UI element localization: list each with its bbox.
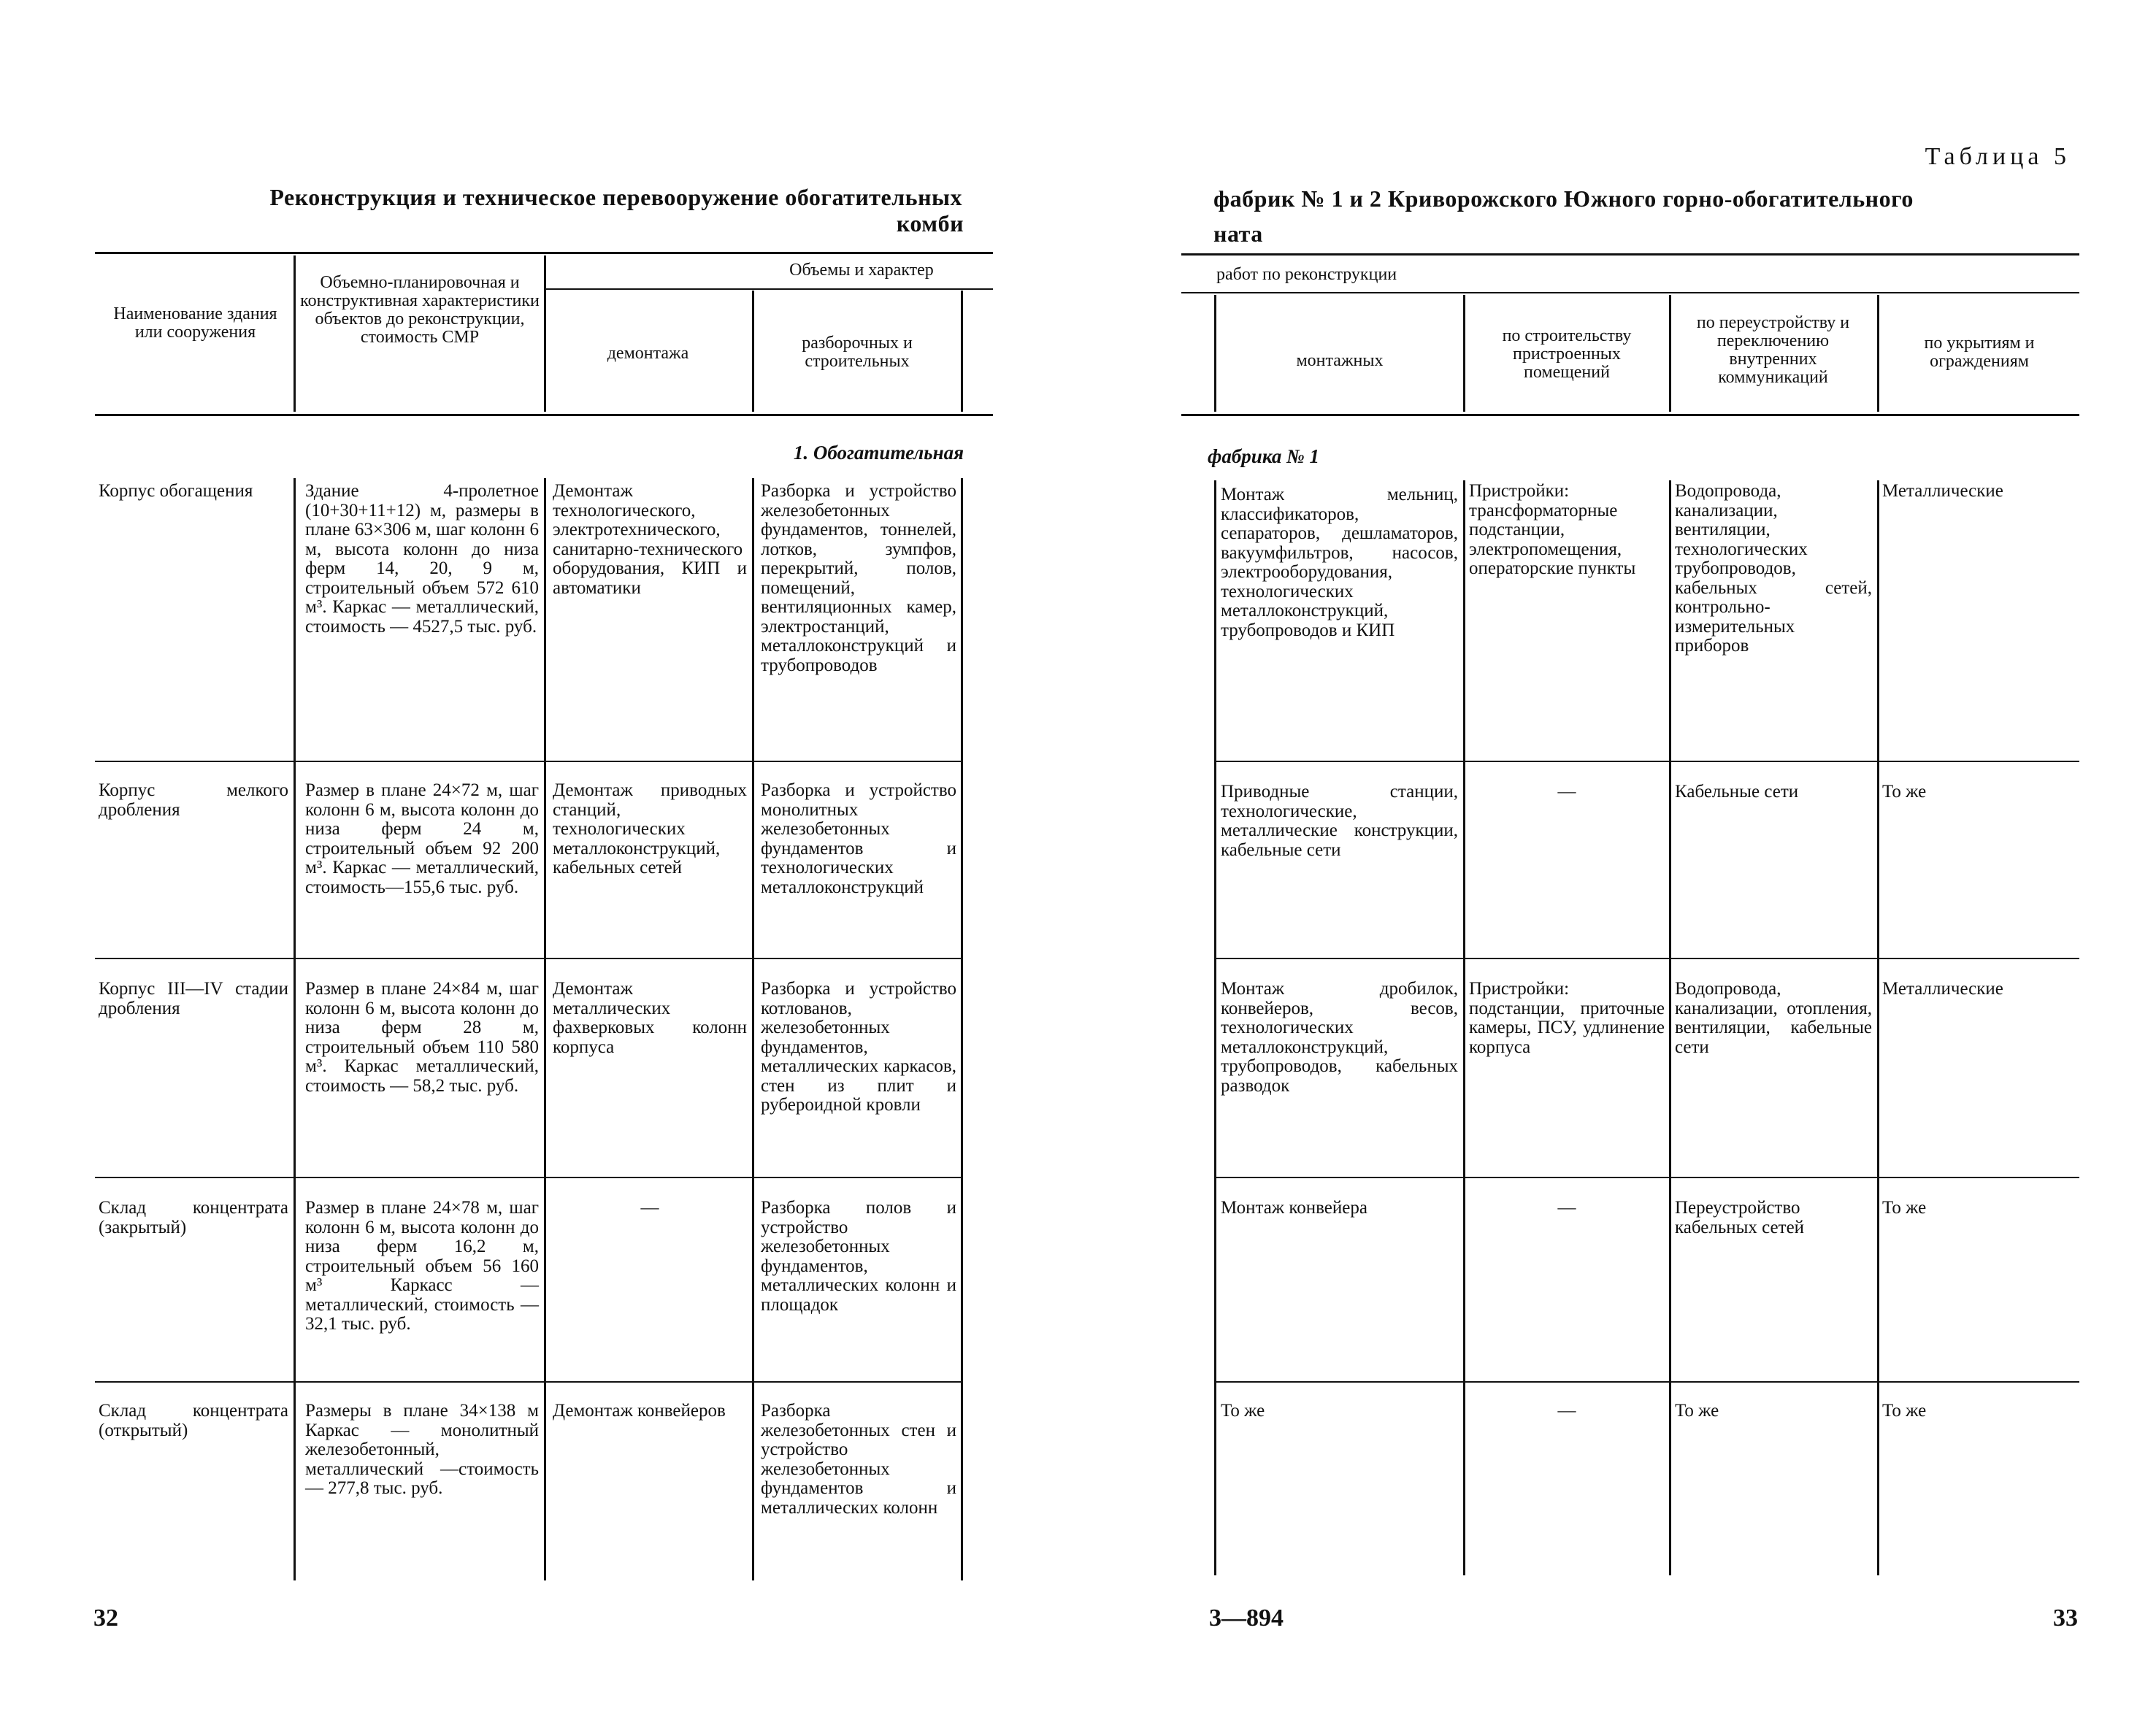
header-construction: по строительству пристроенных помещений xyxy=(1502,326,1632,382)
table-cell: Здание 4-пролетное (10+30+11+12) м, размеры в плане 63×306 м, шаг колонн 6 м, высота колонн до низа ферм 14, 20, 9 м, строительный объем 572 610 м³. Каркас — металлический, стоимость — 4527,5 тыс. руб. xyxy=(305,481,539,637)
table-cell: Разборка и устройство котлованов, железобетонных фундаментов, металлических каркасов, стен из плит и рубероидной кровли xyxy=(761,979,956,1115)
table-cell: Разборка железобетонных стен и устройство железобетонных фундаментов и металлических колонн xyxy=(761,1401,956,1518)
table-cell: Размеры в плане 34×138 м Каркас — монолитный железобетонный, металлический —стоимость — 277,8 тыс. руб. xyxy=(305,1401,539,1498)
column-divider xyxy=(1214,480,1216,1575)
table-cell: То же xyxy=(1675,1401,1719,1421)
header-name: Наименование здания или сооружения xyxy=(113,304,277,342)
header-bottom-rule xyxy=(1181,414,2079,416)
table-cell: Металлические xyxy=(1882,481,2003,501)
header-bottom-rule xyxy=(95,414,993,416)
table-cell: Демонтаж технологического, электротехнического, санитарно-технического оборудования, КИП и автоматики xyxy=(553,481,747,598)
header-dismantling: демонтажа xyxy=(607,344,689,363)
table-cell: Разборка полов и устройство железобетонных фундаментов, металлических колонн и площадок xyxy=(761,1198,956,1315)
table-cell: Приводные станции, технологические, металлические конструкции, кабельные сети xyxy=(1221,782,1458,860)
header-volumes-group: Объемы и характер xyxy=(789,261,934,280)
table-cell: То же xyxy=(1221,1401,1265,1421)
header-divider xyxy=(752,291,754,412)
table-top-rule xyxy=(95,252,993,254)
table-top-rule xyxy=(1181,253,2079,256)
page-number: 32 xyxy=(93,1605,118,1632)
table-cell: Размер в плане 24×78 м, шаг колонн 6 м, высота колонн до низа ферм 16,2 м, строительный объем 56 160 м³ Каркасс — металлический, стоимость — 32,1 тыс. руб. xyxy=(305,1198,539,1334)
column-divider xyxy=(961,478,963,1580)
column-divider xyxy=(1669,480,1671,1575)
table-cell: Водопровода, канализации, отопления, вентиляции, кабельные сети xyxy=(1675,979,1872,1057)
right-title-line2: ната xyxy=(1213,220,1263,247)
header-divider xyxy=(1214,295,1216,412)
row-separator xyxy=(1214,958,2079,959)
header-divider xyxy=(294,256,296,412)
table-cell: Демонтаж приводных станций, технологических металлоконструкций, кабельных сетей xyxy=(553,780,747,877)
column-divider xyxy=(544,478,546,1580)
table-cell: Монтаж конвейера xyxy=(1221,1198,1367,1218)
column-divider xyxy=(294,478,296,1580)
table-cell: Пристройки: трансформаторные подстанции, электропомещения, операторские пункты xyxy=(1469,481,1636,578)
left-title-line1: Реконструкция и техническое перевооружение обогатительных xyxy=(269,184,962,210)
right-title-line1: фабрик № 1 и 2 Криворожского Южного горно-обогатительного xyxy=(1213,185,1914,212)
table-cell: Пристройки: подстанции, приточные камеры, ПСУ, удлинение корпуса xyxy=(1469,979,1665,1057)
table-cell: Разборка и устройство монолитных железобетонных фундаментов и технологических металлоконструкций xyxy=(761,780,956,897)
header-characteristics: Объемно-планировочная и конструктивная характеристики объектов до реконструкции, стоимость СМР xyxy=(300,273,540,347)
table-cell: Монтаж дробилок, конвейеров, весов, технологических металлоконструкций, трубопроводов, кабельных разводок xyxy=(1221,979,1458,1096)
table-cell: Корпус обогащения xyxy=(99,481,253,501)
table-cell: То же xyxy=(1882,1198,1927,1218)
column-divider xyxy=(1877,480,1879,1575)
header-enclosures: по укрытиям и ограждениям xyxy=(1924,334,2035,371)
table-cell: — xyxy=(640,1198,659,1218)
table-cell: Демонтаж металлических фахверковых колонн корпуса xyxy=(553,979,747,1057)
table-cell: — xyxy=(1557,1401,1576,1421)
table-cell: Кабельные сети xyxy=(1675,782,1799,802)
table-cell: Водопровода, канализации, вентиляции, технологических трубопроводов, кабельных сетей, контрольно-измерительных приборов xyxy=(1675,481,1872,656)
row-separator xyxy=(1214,761,2079,762)
header-installation: монтажных xyxy=(1296,351,1384,370)
table-cell: То же xyxy=(1882,782,1927,802)
header-divider xyxy=(961,291,963,412)
table-number: Таблица 5 xyxy=(1925,143,2071,170)
header-demolition: разборочных и строительных xyxy=(802,334,913,371)
page-number: 33 xyxy=(2053,1605,2078,1632)
header-communications: по переустройству и переключению внутренних коммуникаций xyxy=(1696,313,1850,387)
table-cell: То же xyxy=(1882,1401,1927,1421)
table-cell: Переустройство кабельных сетей xyxy=(1675,1198,1805,1237)
section-title: фабрика № 1 xyxy=(1208,445,1320,467)
table-cell: Разборка и устройство железобетонных фундаментов, тоннелей, лотков, зумпфов, перекрытий, полов, помещений, вентиляционных камер, электростанций, металлоконструкций и трубопроводов xyxy=(761,481,956,675)
header-divider xyxy=(544,256,546,412)
table-cell: Демонтаж конвейеров xyxy=(553,1401,726,1421)
header-divider xyxy=(1669,295,1671,412)
column-divider xyxy=(752,478,754,1580)
table-cell: Металлические xyxy=(1882,979,2003,999)
table-cell: Монтаж мельниц, классификаторов, сепараторов, дешламаторов, вакуумфильтров, насосов, электрооборудования, технологических металлоконструкций, трубопроводов и КИП xyxy=(1221,485,1458,640)
row-separator xyxy=(95,1177,961,1178)
row-separator xyxy=(1214,1177,2079,1178)
table-cell: — xyxy=(1557,782,1576,802)
right-page xyxy=(1078,0,2156,1725)
table-cell: — xyxy=(1557,1198,1576,1218)
row-separator xyxy=(95,958,961,959)
header-group: работ по реконструкции xyxy=(1216,265,1397,284)
header-divider xyxy=(1877,295,1879,412)
table-cell: Размер в плане 24×84 м, шаг колонн 6 м, высота колонн до низа ферм 28 м, строительный объем 110 580 м³. Каркас металлический, стоимость — 58,2 тыс. руб. xyxy=(305,979,539,1096)
group-header-rule xyxy=(544,288,993,290)
group-header-rule xyxy=(1181,292,2079,293)
left-title-line2: комби xyxy=(896,210,964,237)
row-separator xyxy=(95,1381,961,1383)
table-cell: Склад концентрата (закрытый) xyxy=(99,1198,288,1237)
column-divider xyxy=(1463,480,1465,1575)
table-cell: Корпус мелкого дробления xyxy=(99,780,288,820)
header-divider xyxy=(1463,295,1465,412)
signature-mark: 3—894 xyxy=(1209,1605,1284,1632)
section-title: 1. Обогатительная xyxy=(793,442,964,464)
table-cell: Размер в плане 24×72 м, шаг колонн 6 м, высота колонн до низа ферм 24 м, строительный объем 92 200 м³. Каркас — металлический, стоимость—155,6 тыс. руб. xyxy=(305,780,539,897)
table-cell: Корпус III—IV стадии дробления xyxy=(99,979,288,1018)
table-cell: Склад концентрата (открытый) xyxy=(99,1401,288,1440)
row-separator xyxy=(95,761,961,762)
row-separator xyxy=(1214,1381,2079,1383)
